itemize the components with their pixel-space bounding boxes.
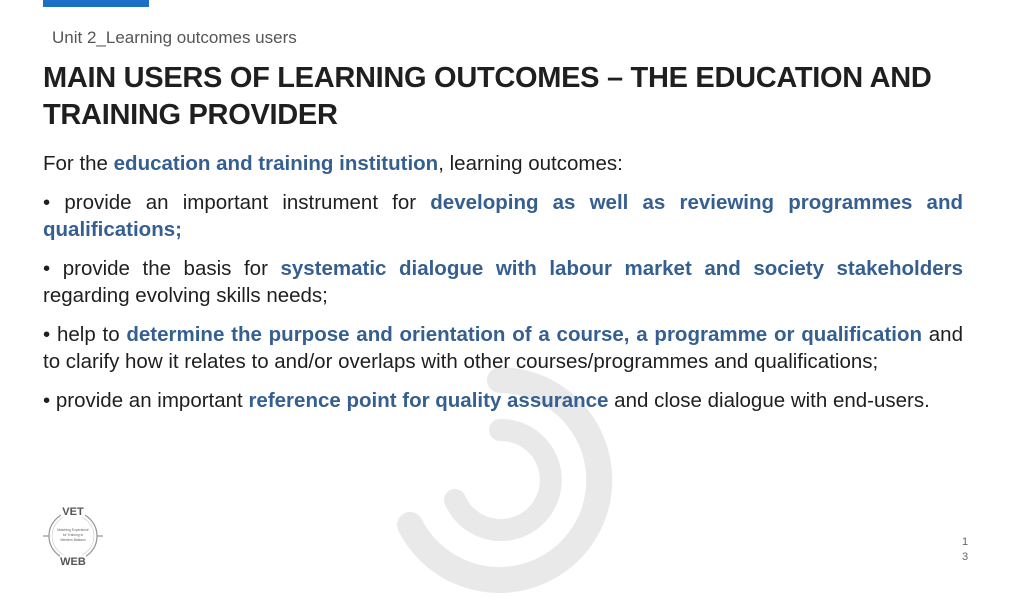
logo-bottom-text: WEB <box>60 556 86 568</box>
bullet-text: • help to <box>43 322 127 346</box>
intro-text-end: , learning outcomes: <box>438 152 623 175</box>
bullet-text-end: and close dialogue with end-users. <box>608 388 930 412</box>
bullet-item <box>43 321 963 376</box>
svg-text:Western Balkans: Western Balkans <box>60 538 86 542</box>
svg-text:for Training in: for Training in <box>62 533 84 537</box>
bullet-text: • provide an important <box>43 388 249 412</box>
bullet-item <box>43 387 963 415</box>
intro-highlight: education and training institution <box>113 152 439 175</box>
unit-subtitle: Unit 2_Learning outcomes users <box>52 28 297 47</box>
page-number <box>959 535 971 565</box>
slide-body <box>43 150 963 425</box>
bullet-highlight: reference point for quality assurance <box>248 388 609 412</box>
logo-top-text: VET <box>62 506 84 518</box>
bullet-highlight: systematic dialogue with labour market and society stakeholders <box>280 256 964 280</box>
page-number-digit: 3 <box>961 551 969 563</box>
page-number-digit: 1 <box>961 536 969 548</box>
bullet-text: • provide the basis for <box>43 256 281 280</box>
bullet-item <box>43 189 963 244</box>
intro-text: For the <box>43 152 114 175</box>
bullet-item <box>43 255 963 310</box>
vet-web-logo <box>40 504 106 568</box>
top-accent-bar <box>43 0 149 7</box>
svg-text:Matching Experience: Matching Experience <box>57 528 89 532</box>
bullet-text-end: regarding evolving skills needs; <box>43 284 328 307</box>
bullet-text-end: and to clarify how it relates to and/or overlaps with other courses/programmes and qualifications; <box>43 322 963 373</box>
bullet-highlight: developing as well as reviewing programmes and qualifications; <box>43 190 963 241</box>
intro-paragraph <box>43 150 963 178</box>
slide-title: MAIN USERS OF LEARNING OUTCOMES – THE EDUCATION AND TRAINING PROVIDER <box>43 62 932 131</box>
bullet-text: • provide an important instrument for <box>43 190 431 214</box>
bullet-highlight: determine the purpose and orientation of a course, a programme or qualification <box>126 322 922 346</box>
